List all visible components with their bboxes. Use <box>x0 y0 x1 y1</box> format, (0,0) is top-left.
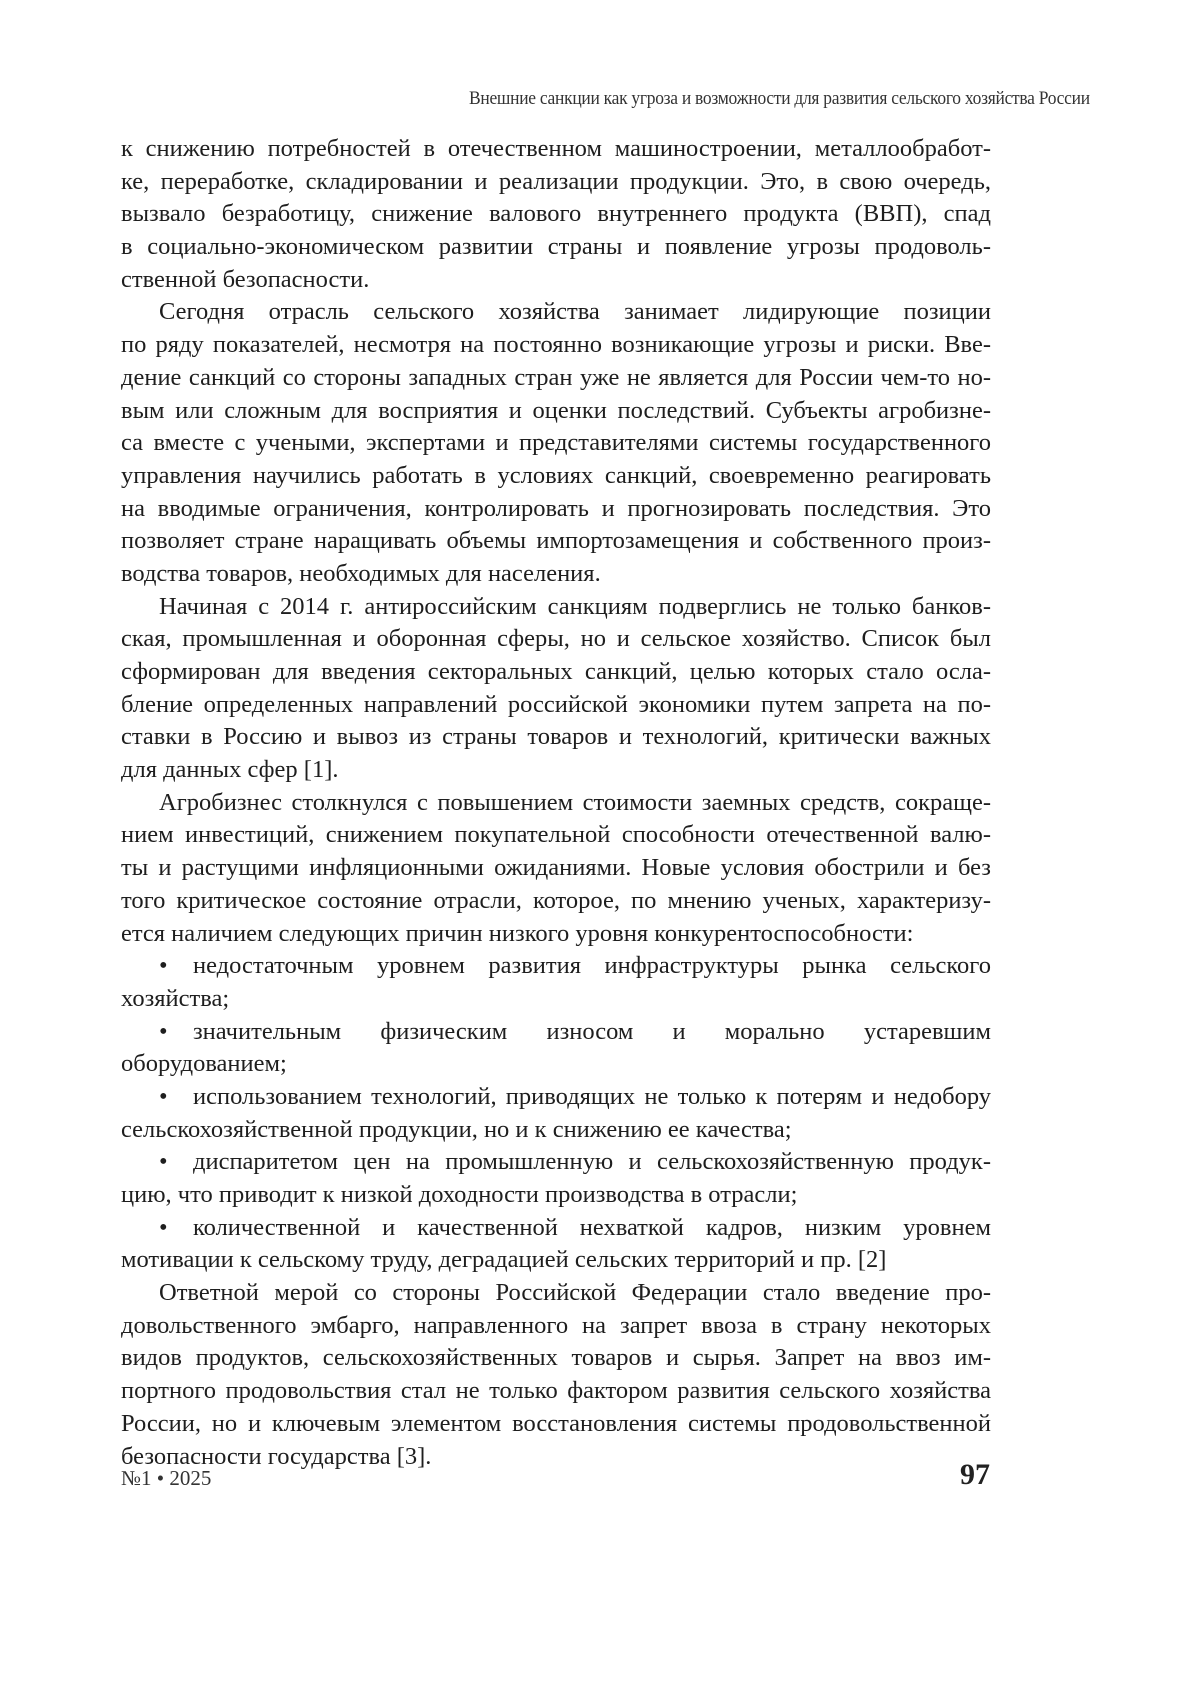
bullet-icon: • <box>159 1017 168 1045</box>
text-line: России, но и ключевым элементом восстановления системы продовольственной <box>121 1409 991 1437</box>
text-line: ская, промышленная и оборонная сферы, но и сельское хозяйство. Список был <box>121 625 991 653</box>
text-line: безопасности государства [3]. <box>121 1442 432 1470</box>
text-line: на вводимые ограничения, контролировать и прогнозировать последствия. Это <box>121 494 991 522</box>
text-line: ты и растущими инфляционными ожиданиями. Новые условия обострили и без <box>121 854 991 882</box>
text-line: сформирован для введения секторальных санкций, целью которых стало осла- <box>121 658 991 685</box>
text-line: управления научились работать в условиях санкций, своевременно реагировать <box>121 461 991 489</box>
text-line: по ряду показателей, несмотря на постоянно возникающие угрозы и риски. Вве- <box>121 331 991 359</box>
text-line: нием инвестиций, снижением покупательной способности отечественной валю- <box>121 821 991 849</box>
text-line: ке, переработке, складировании и реализации продукции. Это, в свою очередь, <box>121 167 991 195</box>
bullet-item <box>121 950 991 1015</box>
bullet-item <box>121 1212 991 1277</box>
paragraph <box>121 591 991 787</box>
issue-label: №1 • 2025 <box>121 1466 212 1490</box>
text-line: использованием технологий, приводящих не только к потерям и недобору <box>193 1082 991 1110</box>
article-body <box>121 133 991 1473</box>
text-line: в социально-экономическом развитии страны и появление угрозы продоволь- <box>121 233 991 261</box>
text-line: портного продовольствия стал не только фактором развития сельского хозяйства <box>121 1377 991 1405</box>
text-line: вым или сложным для восприятия и оценки последствий. Субъекты агробизне- <box>121 396 991 424</box>
text-line: Агробизнес столкнулся с повышением стоимости заемных средств, сокраще- <box>159 788 991 816</box>
text-line: цию, что приводит к низкой доходности производства в отрасли; <box>121 1181 798 1208</box>
text-line: диспаритетом цен на промышленную и сельскохозяйственную продук- <box>193 1148 991 1176</box>
text-line: недостаточным уровнем развития инфраструктуры рынка сельского <box>193 952 991 980</box>
text-line: ется наличием следующих причин низкого уровня конкурентоспособности: <box>121 919 914 947</box>
text-line: ственной безопасности. <box>121 265 370 293</box>
bullet-item <box>121 1081 991 1146</box>
bullet-icon: • <box>159 1213 168 1241</box>
bullet-icon: • <box>159 1082 168 1110</box>
text-line: для данных сфер [1]. <box>121 756 339 784</box>
bullet-line <box>121 1081 991 1114</box>
text-line: Ответной мерой со стороны Российской Федерации стало введение про- <box>159 1279 991 1307</box>
paragraph <box>121 1277 991 1473</box>
text-line: того критическое состояние отрасли, которое, по мнению ученых, характеризу- <box>121 886 991 914</box>
bullet-item <box>121 1146 991 1211</box>
text-line: позволяет стране наращивать объемы импортозамещения и собственного произ- <box>121 527 991 555</box>
page-number: 97 <box>960 1458 990 1491</box>
bullet-line <box>121 1016 991 1049</box>
bullet-item <box>121 1016 991 1081</box>
text-line: к снижению потребностей в отечественном машиностроении, металлообработ- <box>121 135 991 162</box>
paragraph <box>121 296 991 590</box>
text-line: вызвало безработицу, снижение валового внутреннего продукта (ВВП), спад <box>121 200 991 228</box>
text-line: водства товаров, необходимых для населения. <box>121 559 601 587</box>
text-line: довольственного эмбарго, направленного на запрет ввоза в страну некоторых <box>121 1311 991 1339</box>
text-line: хозяйства; <box>121 984 230 1012</box>
text-line: ставки в Россию и вывоз из страны товаров и технологий, критически важных <box>121 723 991 751</box>
text-line: бление определенных направлений российской экономики путем запрета на по- <box>121 690 991 718</box>
bullet-line <box>121 1212 991 1245</box>
text-line: дение санкций со стороны западных стран уже не является для России чем-то но- <box>121 363 991 391</box>
text-line: сельскохозяйственной продукции, но и к снижению ее качества; <box>121 1115 792 1143</box>
text-line: са вместе с учеными, экспертами и представителями системы государственного <box>121 429 991 457</box>
bullet-line <box>121 1146 991 1179</box>
bullet-icon: • <box>159 1148 168 1176</box>
text-line: Сегодня отрасль сельского хозяйства занимает лидирующие позиции <box>159 298 991 326</box>
paragraph <box>121 787 991 950</box>
text-line: мотивации к сельскому труду, деградацией сельских территорий и пр. [2] <box>121 1246 887 1274</box>
bullet-icon: • <box>159 952 168 980</box>
text-line: видов продуктов, сельскохозяйственных товаров и сырья. Запрет на ввоз им- <box>121 1344 991 1372</box>
text-line: значительным физическим износом и морально устаревшим <box>193 1017 991 1045</box>
paragraph <box>121 133 991 296</box>
text-line: оборудованием; <box>121 1050 287 1078</box>
text-line: Начиная с 2014 г. антироссийским санкциям подверглись не только банков- <box>159 592 991 620</box>
text-line: количественной и качественной нехваткой кадров, низким уровнем <box>193 1213 991 1241</box>
bullet-line <box>121 950 991 983</box>
running-header: Внешние санкции как угроза и возможности для развития сельского хозяйства России <box>469 88 1090 109</box>
